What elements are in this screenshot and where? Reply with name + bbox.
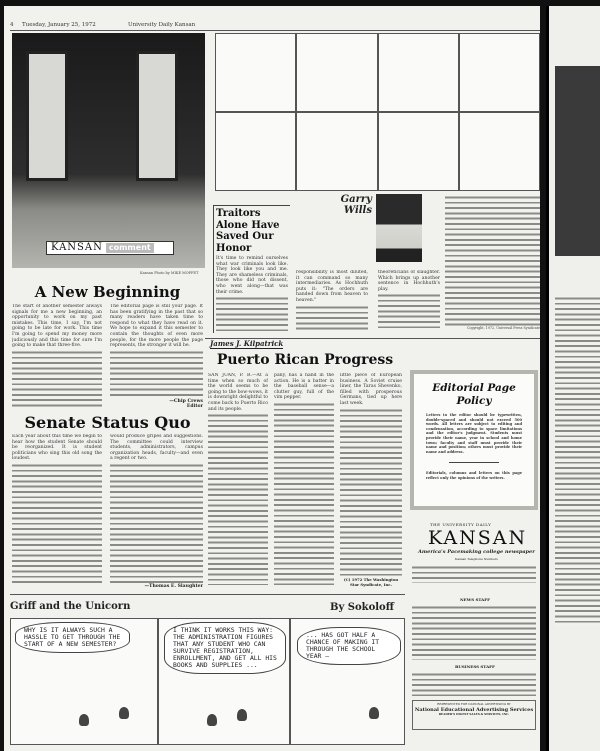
wills-portrait bbox=[376, 194, 422, 262]
ad-name: National Educational Advertising Services bbox=[414, 706, 534, 713]
window-right bbox=[136, 51, 178, 181]
policy-title: Editorial Page Policy bbox=[432, 382, 516, 407]
masthead-slogan: America's Pacemaking college newspaper bbox=[418, 549, 535, 555]
wills-col2-more bbox=[296, 305, 368, 333]
kilpatrick-column-3 bbox=[340, 373, 402, 588]
new-beginning-col1-more bbox=[12, 350, 102, 410]
cartoon-panel bbox=[296, 112, 377, 191]
character-unicorn bbox=[237, 709, 247, 721]
cartoon-panel bbox=[296, 33, 377, 112]
senate-col1-more bbox=[12, 463, 102, 586]
wills-copyright: Copyright, 1972, Universal Press Syndicate bbox=[466, 325, 540, 330]
adjacent-photo bbox=[555, 66, 600, 256]
kilpatrick-col1-more bbox=[208, 413, 268, 585]
business-staff-heading: BUSINESS STAFF bbox=[455, 664, 495, 669]
paper-name: University Daily Kansan bbox=[128, 22, 196, 28]
new-beginning-col2-more bbox=[110, 350, 203, 399]
comic-byline: By Sokoloff bbox=[330, 602, 394, 613]
header-rule bbox=[10, 30, 540, 31]
page-number: 4 bbox=[10, 22, 14, 28]
wills-col4-text bbox=[445, 195, 540, 326]
policy-note: Editorials, columns and letters on this page reflect only the opinions of the writers. bbox=[426, 471, 522, 480]
window-photo bbox=[12, 33, 205, 268]
wills-column-3 bbox=[378, 270, 440, 328]
comic-panel-2 bbox=[158, 618, 290, 745]
cartoon-panel bbox=[215, 33, 296, 112]
kilpatrick-col3-more bbox=[340, 408, 402, 577]
window-left bbox=[26, 51, 68, 181]
senate-col1: Each year about this time we begin to hear how the student Senate should be reorganized. It is student politicians who sing this old song the loudest. bbox=[12, 434, 102, 462]
new-beginning-col2: The editorial page is still your page. It has been gratifying in the past that so many readers have taken time to respond to what they have read on it. We hope to expand it this semester to contain the thoughts of even more people, for the more people the page represents, the stronger it will be. bbox=[110, 304, 203, 349]
cartoon-panel bbox=[378, 112, 459, 191]
wills-column-2 bbox=[296, 270, 368, 333]
cartoon-panel bbox=[215, 112, 296, 191]
kilpatrick-byline: James J. Kilpatrick bbox=[210, 339, 284, 348]
speech-bubble: WHY IS IT ALWAYS SUCH A HASSLE TO GET THROUGH THE START OF A NEW SEMESTER? bbox=[15, 622, 130, 653]
wills-col4 bbox=[445, 194, 540, 330]
wills-col1-more bbox=[216, 296, 288, 333]
kilpatrick-col1: SAN JUAN, P. R.—At a time when so much of the world seems to be going to the bow-wows, it is downright delightful to come back to Puerto Rico and its people. bbox=[208, 373, 268, 412]
new-beginning-column-1 bbox=[12, 304, 102, 410]
wills-col3-more bbox=[378, 293, 440, 328]
new-beginning-col1: The start of another semester always signals for me a new beginning, an opportunity to work on my past mistakes. This time, I say, I'm not going to be late for work. This time I'm going to spend my money more judiciously and this time for sure I'm going to make that three-five. bbox=[12, 304, 102, 349]
policy-body: Letters to the editor should be typewritten, double-spaced and should not exceed 500 words. All letters are subject to editing and condensation, according to space limitations and the editor's judgment. Students must provide their name, year in school and home town; faculty and staff must provide their name and position; others must provide their name and address. bbox=[426, 413, 522, 454]
policy-rule bbox=[449, 462, 499, 463]
headline-puerto-rico: Puerto Rican Progress bbox=[216, 352, 394, 368]
wills-column-1 bbox=[216, 208, 288, 333]
cartoon-panel bbox=[459, 33, 540, 112]
editorial-policy-box bbox=[410, 370, 538, 510]
comic-panel-1 bbox=[10, 618, 158, 745]
signature: —Chip Crews bbox=[169, 398, 203, 404]
news-staff-list bbox=[412, 605, 536, 660]
kilpatrick-copyright: (C) 1972 The Washington Star Syndicate, Inc. bbox=[343, 577, 399, 588]
senate-column-1 bbox=[12, 434, 102, 586]
kilpatrick-col2-more bbox=[274, 402, 334, 585]
ad-line1: REPRESENTED FOR NATIONAL ADVERTISING BY bbox=[437, 702, 511, 706]
logo-sub: comment bbox=[106, 243, 154, 253]
headline-wills: Traitors Alone Have Saved Our Honor bbox=[216, 208, 280, 254]
cartoon-panel bbox=[459, 112, 540, 191]
photo-credit: Kansan Photo by MIKE MOFFET bbox=[140, 271, 199, 275]
wills-byline: Garry Wills bbox=[340, 194, 372, 216]
cartoon-panel bbox=[378, 33, 459, 112]
kilpatrick-col2: pany, has a hand in the action. He is a batter in the baseball sense—a clutter guy, full of the vim pepper. bbox=[274, 373, 334, 401]
speech-bubble: I THINK IT WORKS THIS WAY: THE ADMINISTRATION FIGURES THAT ANY STUDENT WHO CAN SURVIVE REGISTRATION, ENROLLMENT, AND GET ALL HIS BOOKS AND SUPPLIES ... bbox=[164, 622, 286, 674]
comic-title: Griff and the Unicorn bbox=[10, 601, 131, 612]
issue-date: Tuesday, January 25, 1972 bbox=[22, 22, 96, 28]
senate-signature: —Thomas E. Slaughter bbox=[144, 584, 203, 590]
editorial-cartoon bbox=[215, 33, 540, 191]
masthead-name: KANSAN bbox=[428, 527, 528, 549]
wills-col1: It's time to remind ourselves what war criminals look like. They look like you and me. They are shameless criminals, those who did not dissent, who went along—that was their crime. bbox=[216, 256, 288, 295]
adjacent-text bbox=[555, 296, 600, 626]
kilpatrick-col3: little piece of European business. A Soviet cruise liner, the Taras Shevenko, filled with prosperous Germans, tied up here last week. bbox=[340, 373, 402, 406]
advertising-rep-box bbox=[412, 700, 536, 730]
headline-new-beginning: A New Beginning bbox=[34, 283, 181, 301]
kilpatrick-column-1 bbox=[208, 373, 268, 585]
character-unicorn bbox=[119, 707, 129, 719]
headline-senate: Senate Status Quo bbox=[24, 413, 191, 432]
masthead-publishing-info bbox=[412, 565, 536, 583]
signature-title: Editor bbox=[186, 404, 203, 410]
business-staff-list bbox=[412, 672, 536, 696]
logo-main: KANSAN bbox=[51, 242, 103, 253]
character-unicorn bbox=[369, 707, 379, 719]
character-griff bbox=[207, 714, 217, 726]
senate-col2: would produce gripes and suggestions. The committee could interview students, administrators, campus organization heads, faculty—and even a regent or two. bbox=[110, 434, 203, 462]
news-staff-heading: NEWS STAFF bbox=[460, 597, 490, 602]
adjacent-page bbox=[546, 6, 600, 751]
senate-column-2 bbox=[110, 434, 203, 590]
kansan-comment-logo bbox=[46, 241, 174, 255]
comic-panel-3 bbox=[290, 618, 405, 745]
ad-line3: READER'S DIGEST SALES & SERVICES, INC. bbox=[438, 712, 510, 717]
masthead-kicker: THE UNIVERSITY DAILY bbox=[430, 522, 492, 527]
kilpatrick-column-2 bbox=[274, 373, 334, 585]
senate-col2-more bbox=[110, 463, 203, 584]
speech-bubble: ... HAS GOT HALF A CHANCE OF MAKING IT THROUGH THE SCHOOL YEAR — bbox=[297, 627, 401, 665]
comic-rule bbox=[10, 594, 405, 595]
new-beginning-column-2 bbox=[110, 304, 203, 410]
wills-col3: theoreticians of slaughter. Which brings up another sentence in Hochhuth's play. bbox=[378, 270, 440, 292]
masthead-phones: Kansan Telephone Numbers bbox=[455, 557, 498, 561]
character-griff bbox=[79, 714, 89, 726]
wills-col2: responsibility is most diluted, it can command so many intermediaries. As Hochhuth puts it: "The orders are handed down from heaven to heaven." bbox=[296, 270, 368, 303]
